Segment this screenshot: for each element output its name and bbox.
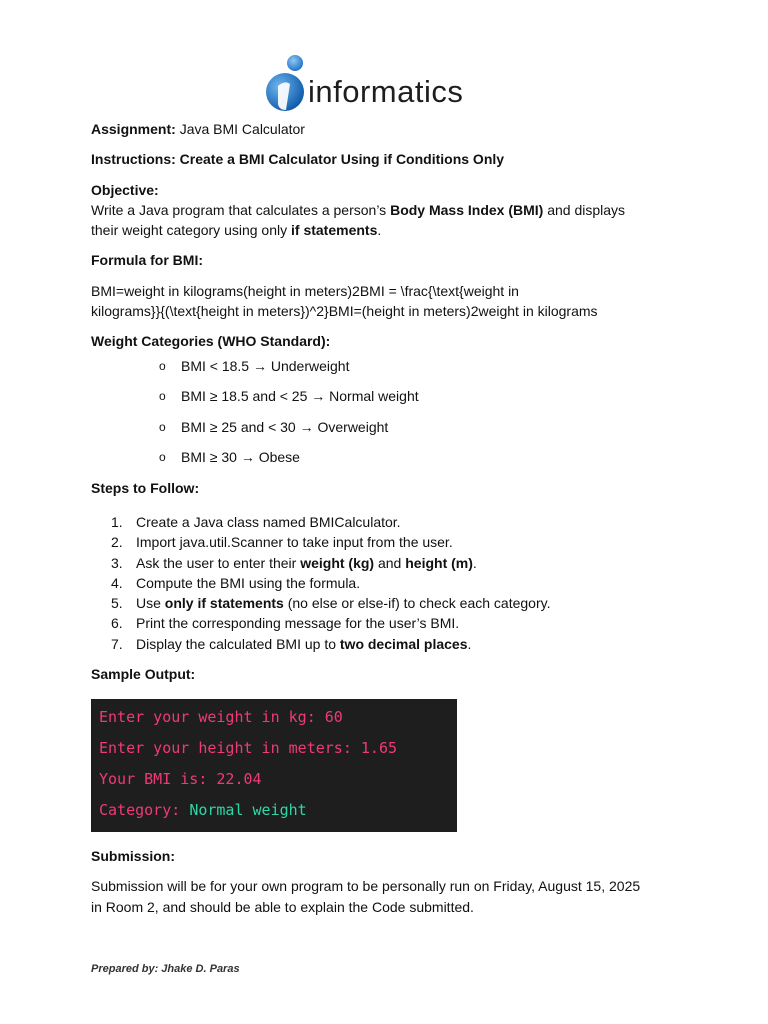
submission-heading bbox=[91, 846, 691, 866]
submission-section bbox=[91, 846, 691, 917]
step-text: Import java.util.Scanner to take input from the user. bbox=[136, 534, 453, 551]
formula-line-1: BMI=weight in kilograms(height in meters)2BMI = \frac{\text{weight in bbox=[91, 282, 519, 299]
objective-bold: if statements bbox=[291, 222, 378, 239]
terminal-category-label: Category: bbox=[99, 801, 190, 819]
assignment-label: Assignment: bbox=[91, 121, 176, 137]
instructions-text: Instructions: Create a BMI Calculator Using if Conditions Only bbox=[91, 151, 505, 168]
objective-text: Write a Java program that calculates a person’s bbox=[91, 201, 391, 218]
submission-heading-text: Submission: bbox=[91, 848, 176, 864]
list-item bbox=[91, 386, 691, 417]
step-text: Create a Java class named BMICalculator. bbox=[136, 513, 401, 530]
bullet-marker: o bbox=[159, 358, 166, 373]
list-item bbox=[91, 573, 691, 593]
list-item bbox=[91, 512, 691, 532]
categories-heading bbox=[91, 331, 691, 351]
formula-heading bbox=[91, 250, 691, 270]
document-body bbox=[91, 119, 691, 684]
categories-list bbox=[91, 356, 691, 478]
step-number: 4. bbox=[111, 574, 123, 591]
step-text: (no else or else-if) to check each category. bbox=[283, 595, 551, 612]
bullet-marker: o bbox=[159, 450, 166, 465]
list-item bbox=[91, 532, 691, 552]
category-text: BMI < 18.5 → Underweight bbox=[181, 357, 350, 374]
list-item bbox=[91, 613, 691, 633]
step-bold: weight (kg) bbox=[300, 554, 375, 571]
objective-text: their weight category using only bbox=[91, 222, 291, 239]
formula-line-2: kilograms}}{(\text{height in meters})^2}BMI=(height in meters)2weight in kilograms bbox=[91, 303, 598, 320]
objective-heading bbox=[91, 180, 691, 200]
step-text: . bbox=[472, 554, 477, 571]
formula-heading-text: Formula for BMI: bbox=[91, 252, 203, 269]
terminal-line bbox=[99, 801, 307, 819]
terminal-line: Your BMI is: 22.04 bbox=[99, 770, 262, 788]
step-number: 3. bbox=[111, 554, 123, 571]
terminal-line: Enter your height in meters: 1.65 bbox=[99, 739, 398, 757]
step-number: 1. bbox=[111, 513, 123, 530]
informatics-i-globe-icon bbox=[264, 54, 308, 114]
assignment-value: Java BMI Calculator bbox=[179, 121, 305, 137]
list-item bbox=[91, 634, 691, 654]
step-text: Print the corresponding message for the user’s BMI. bbox=[136, 615, 460, 632]
objective-line-1 bbox=[91, 200, 691, 220]
terminal-line: Enter your weight in kg: 60 bbox=[99, 708, 343, 726]
steps-heading bbox=[91, 478, 691, 498]
step-number: 2. bbox=[111, 534, 123, 551]
list-item bbox=[91, 447, 691, 478]
list-item bbox=[91, 417, 691, 448]
list-item bbox=[91, 356, 691, 387]
steps-heading-text: Steps to Follow: bbox=[91, 479, 200, 496]
category-text: BMI ≥ 18.5 and < 25 → Normal weight bbox=[181, 388, 419, 405]
steps-list bbox=[91, 512, 691, 654]
category-text: BMI ≥ 30 → Obese bbox=[181, 449, 300, 466]
objective-text: . bbox=[377, 222, 382, 239]
step-text: . bbox=[467, 635, 472, 652]
step-number: 5. bbox=[111, 595, 123, 612]
step-number: 7. bbox=[111, 635, 123, 652]
list-item bbox=[91, 593, 691, 613]
step-text: Compute the BMI using the formula. bbox=[136, 574, 361, 591]
step-number: 6. bbox=[111, 615, 123, 632]
submission-line-2: in Room 2, and should be able to explain the Code submitted. bbox=[91, 898, 474, 915]
objective-heading-text: Objective: bbox=[91, 181, 159, 198]
instructions-line bbox=[91, 149, 691, 169]
objective-text: and displays bbox=[543, 201, 626, 218]
step-bold: height (m) bbox=[405, 554, 473, 571]
assignment-line bbox=[91, 119, 691, 139]
logo-text: informatics bbox=[308, 74, 464, 109]
step-bold: two decimal places bbox=[339, 635, 468, 652]
submission-line-1: Submission will be for your own program to be personally run on Friday, August 15, 2025 bbox=[91, 878, 641, 895]
category-text: BMI ≥ 25 and < 30 → Overweight bbox=[181, 418, 389, 435]
step-text: Display the calculated BMI up to bbox=[136, 635, 340, 652]
step-text: Ask the user to enter their bbox=[136, 554, 301, 571]
step-text: and bbox=[374, 554, 406, 571]
step-text: Use bbox=[136, 595, 165, 612]
categories-heading-text: Weight Categories (WHO Standard): bbox=[91, 333, 331, 350]
terminal-category-value: Normal weight bbox=[189, 801, 307, 819]
step-bold: only if statements bbox=[164, 595, 284, 612]
objective-line-2 bbox=[91, 220, 691, 240]
objective-bold: Body Mass Index (BMI) bbox=[390, 201, 544, 218]
sample-output-terminal bbox=[91, 699, 457, 832]
bullet-marker: o bbox=[159, 389, 166, 404]
sample-output-heading bbox=[91, 664, 691, 684]
sample-output-heading-text: Sample Output: bbox=[91, 666, 196, 683]
informatics-logo bbox=[264, 54, 514, 116]
prepared-by-footer: Prepared by: Jhake D. Paras bbox=[91, 963, 240, 975]
list-item bbox=[91, 553, 691, 573]
bullet-marker: o bbox=[159, 419, 166, 434]
